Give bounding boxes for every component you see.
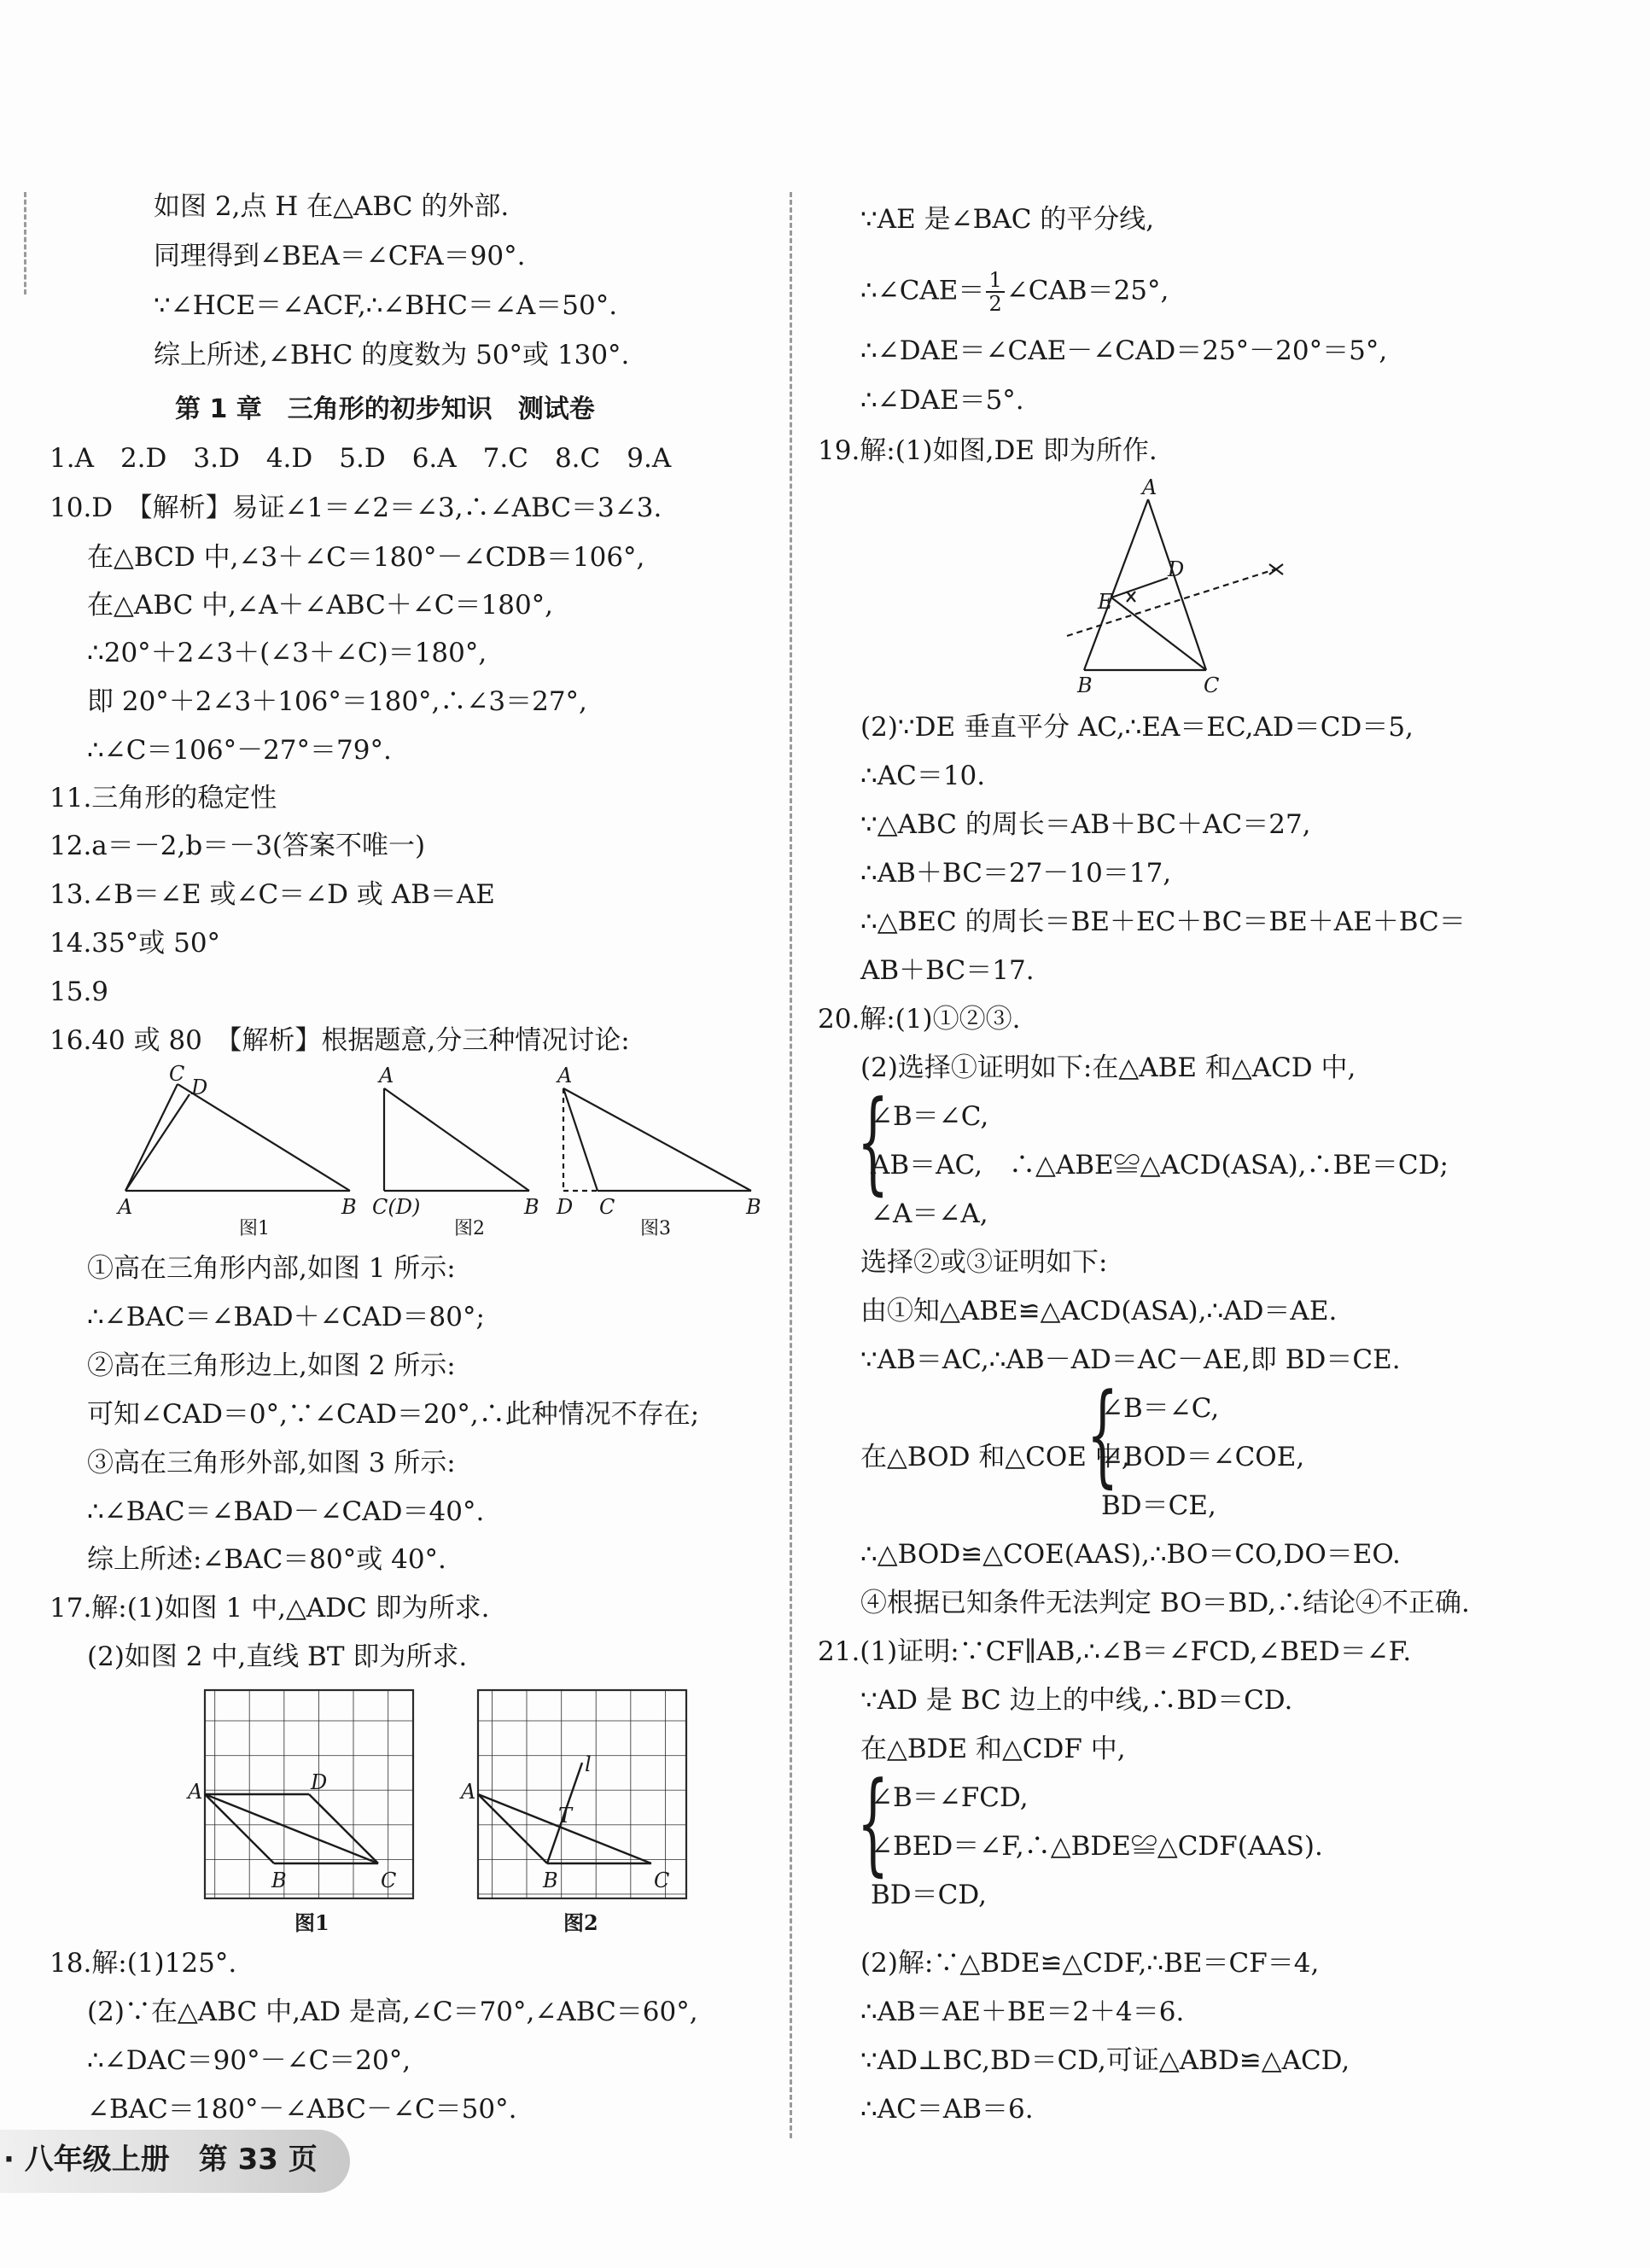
text-line: 在△BOD 和△COE 中, [860,1442,1130,1472]
answer-line: 21.(1)证明:∵CF∥AB,∴∠B＝∠FCD,∠BED＝∠F. [818,1636,1412,1667]
fig19-arc-mark [1269,564,1283,574]
fig19-arc-mark [1127,592,1135,602]
brace: { [857,1076,889,1206]
text-line: 由①知△ABE≌△ACD(ASA),∴AD＝AE. [860,1296,1338,1326]
fig17-caption: 图1 [294,1910,329,1935]
answer-line: 12.a＝－2,b＝－3(答案不唯一) [50,831,426,861]
text-line: (2)如图 2 中,直线 BT 即为所求. [87,1641,468,1672]
fig17-label: B [543,1869,558,1892]
text-segment: ∠CAB＝25°, [1006,275,1169,306]
column-divider [790,192,792,2138]
fig17-label: B [271,1869,287,1892]
page-edge-mark [24,192,26,294]
fraction-denominator: 2 [988,292,1002,316]
text-line: ∵AB＝AC,∴AB－AD＝AC－AE,即 BD＝CE. [860,1344,1401,1375]
text-line: ∴△BEC 的周长＝BE＋EC＋BC＝BE＋AE＋BC＝ [860,907,1466,937]
text-line: ∴AB＋BC＝27－10＝17, [860,858,1172,889]
answer-line: 16.40 或 80 【解析】根据题意,分三种情况讨论: [50,1025,630,1056]
fig19-label: E [1098,590,1113,614]
text-line: 综上所述,∠BHC 的度数为 50°或 130°. [154,340,630,370]
text-line: ∴∠DAE＝5°. [860,385,1024,416]
fig16-caption: 图3 [640,1218,671,1239]
text-line: ∠B＝∠C, [871,1101,989,1132]
text-line: ∵AE 是∠BAC 的平分线, [860,204,1155,235]
fig17-label: D [311,1770,328,1794]
text-line: ∠B＝∠FCD, [871,1782,1029,1813]
text-line: ∵△ABC 的周长＝AB＋BC＋AC＝27, [860,809,1311,840]
text-line: ∵AD 是 BC 边上的中线,∴BD＝CD. [860,1685,1293,1716]
text-line: (2)∵在△ABC 中,AD 是高,∠C＝70°,∠ABC＝60°, [87,1997,698,2027]
text-line: AB＋BC＝17. [860,955,1035,986]
brace: { [1087,1369,1119,1499]
fig19-label: B [1077,673,1093,697]
fig16-label: C(D) [372,1195,421,1219]
figure-17 [145,1686,708,1942]
fig16-2-side-ab [384,1088,529,1191]
answer-line: 13.∠B＝∠E 或∠C＝∠D 或 AB＝AE [50,879,495,910]
fig17-label: A [461,1780,476,1804]
text-line: 在△BDE 和△CDF 中, [860,1734,1126,1764]
text-line: ∠A＝∠A, [871,1198,988,1229]
fig16-label: B [524,1195,539,1219]
text-line: ∴∠DAE＝∠CAE－∠CAD＝25°－20°＝5°, [860,335,1388,366]
text-line: 即 20°＋2∠3＋106°＝180°,∴∠3＝27°, [87,686,587,717]
text-line: ∠B＝∠C, [1101,1393,1220,1424]
fig16-label: A [557,1064,573,1087]
text-line: 在△ABC 中,∠A＋∠ABC＋∠C＝180°, [87,590,554,621]
answer-line: 10.D 【解析】易证∠1＝∠2＝∠3,∴∠ABC＝3∠3. [50,493,662,523]
text-line: 在△BCD 中,∠3＋∠C＝180°－∠CDB＝106°, [87,542,645,573]
fig16-1-side-cb [178,1084,350,1191]
answer-line: 11.三角形的稳定性 [50,783,277,813]
text-line: BD＝CD, [871,1880,987,1910]
fig19-label: A [1142,475,1157,499]
fraction-line [860,269,1169,315]
fig19-side-ab [1084,499,1148,670]
fig16-label: B [746,1195,761,1219]
fig19-segment-ec [1111,598,1206,670]
fig17-label: C [654,1869,670,1892]
text-line: (2)选择①证明如下:在△ABE 和△ACD 中, [860,1052,1356,1083]
text-line: ∴AC＝AB＝6. [860,2094,1034,2125]
text-line: ∴∠DAC＝90°－∠C＝20°, [87,2045,411,2076]
page-footer: · 八年级上册 第 33 页 [3,2143,318,2177]
text-line: ∵∠HCE＝∠ACF,∴∠BHC＝∠A＝50°. [154,290,618,321]
text-line: ②高在三角形边上,如图 2 所示: [87,1350,456,1381]
text-line: ∠BAC＝180°－∠ABC－∠C＝50°. [87,2094,517,2125]
text-line: 选择②或③证明如下: [860,1247,1108,1278]
text-line: 如图 2,点 H 在△ABC 的外部. [154,191,510,222]
answer-line: 15.9 [50,977,109,1007]
answer-line: 18.解:(1)125°. [50,1948,237,1979]
text-line: ∴AB＝AE＋BE＝2＋4＝6. [860,1997,1185,2027]
text-line: 综上所述:∠BAC＝80°或 40°. [87,1544,446,1575]
text-line: ∴△BOD≌△COE(AAS),∴BO＝CO,DO＝EO. [860,1539,1401,1570]
text-line: 同理得到∠BEA＝∠CFA＝90°. [154,241,526,271]
text-line: ∴∠C＝106°－27°＝79°. [87,735,392,766]
fig17-caption: 图2 [563,1910,598,1935]
fig16-label: A [379,1064,394,1087]
fig19-side-ac [1148,499,1206,670]
text-line: ④根据已知条件无法判定 BO＝BD,∴结论④不正确. [860,1588,1470,1618]
text-line: ∴∠BAC＝∠BAD＋∠CAD＝80°; [87,1302,485,1332]
text-line: BD＝CE, [1101,1490,1216,1521]
grid-2 [478,1690,686,1898]
figure-16 [118,1062,785,1239]
fig16-label: C [599,1195,615,1219]
fig16-label: D [557,1195,574,1219]
text-line: ∠BED＝∠F,∴△BDE≌△CDF(AAS). [871,1831,1323,1862]
fraction-half [986,269,1004,315]
text-line: ∵AD⊥BC,BD＝CD,可证△ABD≌△ACD, [860,2045,1350,2076]
text-line: 可知∠CAD＝0°,∵∠CAD＝20°,∴此种情况不存在; [87,1399,700,1430]
fig17-label: C [381,1869,397,1892]
answer-line: 17.解:(1)如图 1 中,△ADC 即为所求. [50,1593,490,1624]
answer-line: 20.解:(1)①②③. [818,1004,1021,1035]
fig19-label: C [1204,673,1220,697]
fig16-1-side-ab [125,1084,178,1191]
fig16-label: D [191,1076,208,1099]
text-line: (2)∵DE 垂直平分 AC,∴EA＝EC,AD＝CD＝5, [860,712,1414,743]
answer-line: 1.A 2.D 3.D 4.D 5.D 6.A 7.C 8.C 9.A [50,443,672,474]
fraction-numerator: 1 [986,269,1004,293]
fig17-label: A [188,1780,203,1804]
fig16-caption: 图2 [454,1218,485,1239]
text-line: ∠BOD＝∠COE, [1101,1442,1305,1472]
figure-19 [1058,475,1297,697]
fig16-caption: 图1 [239,1218,270,1239]
text-line: ③高在三角形外部,如图 3 所示: [87,1448,456,1478]
text-line: ∴20°＋2∠3＋(∠3＋∠C)＝180°, [87,638,487,668]
fig17-label: T [558,1804,573,1828]
text-line: ①高在三角形内部,如图 1 所示: [87,1253,456,1284]
brace: { [857,1758,889,1887]
fig19-segment-de [1111,578,1168,598]
fig16-1-altitude [125,1094,189,1191]
answer-line: 14.35°或 50° [50,928,221,959]
text-line: (2)解:∵△BDE≌△CDF,∴BE＝CF＝4, [860,1948,1320,1979]
text-segment: ∴∠CAE＝ [860,275,985,306]
fig16-label: A [118,1195,133,1219]
fig16-label: B [341,1195,357,1219]
answer-line: 19.解:(1)如图,DE 即为所作. [818,435,1157,466]
chapter-title: 第 1 章 三角形的初步知识 测试卷 [175,394,595,424]
text-line: ∴AC＝10. [860,761,986,791]
text-line: AB＝AC, ∴△ABE≌△ACD(ASA),∴BE＝CD; [871,1150,1449,1181]
fig17-label: l [585,1752,592,1776]
fig19-label: D [1168,557,1185,581]
fig16-label: C [169,1062,185,1086]
text-line: ∴∠BAC＝∠BAD－∠CAD＝40°. [87,1496,485,1527]
